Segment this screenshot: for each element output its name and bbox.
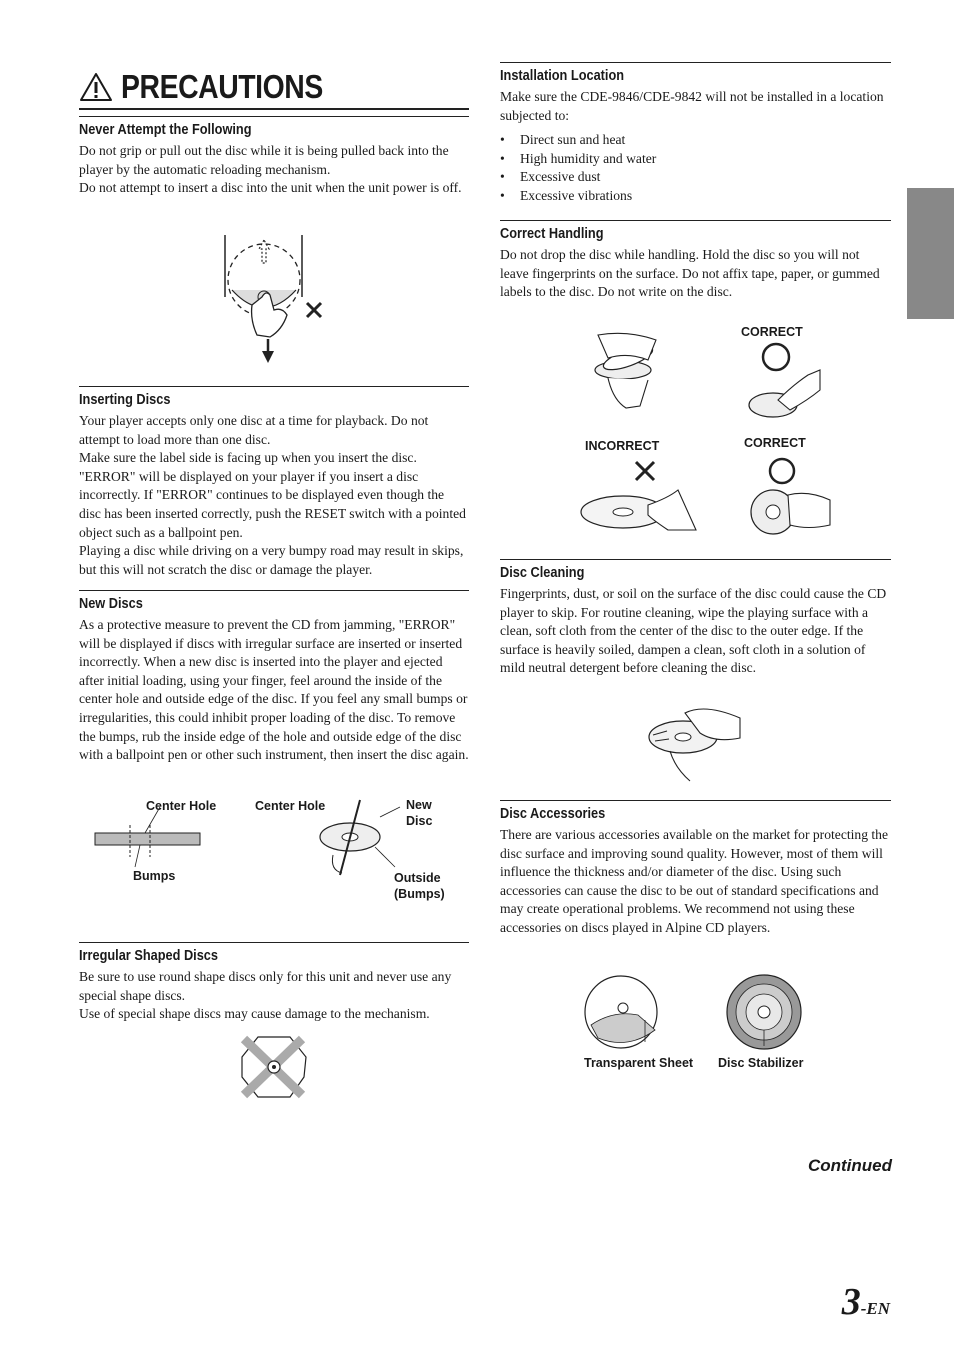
section-heading: Installation Location bbox=[500, 68, 625, 84]
list-item: • Excessive vibrations bbox=[500, 187, 891, 206]
page-number-value: 3 bbox=[841, 1281, 861, 1323]
label-correct-top: CORRECT bbox=[741, 325, 803, 339]
section-never-attempt bbox=[79, 122, 469, 198]
section-correct-handling bbox=[500, 221, 891, 302]
section-heading: Disc Accessories bbox=[500, 806, 606, 822]
accessories-illustration bbox=[583, 980, 813, 1050]
section-heading: Disc Cleaning bbox=[500, 565, 585, 581]
list-item: • Excessive dust bbox=[500, 168, 891, 187]
continued-label: Continued bbox=[807, 1156, 892, 1175]
page-suffix: -EN bbox=[860, 1299, 890, 1318]
section-heading: Irregular Shaped Discs bbox=[79, 948, 218, 964]
section-body: Your player accepts only one disc at a time for playback. Do not attempt to load more than one disc. Make sure the label side is facing up when you insert the disc. "ERROR" will be displayed on your player if you insert a disc incorrectly. If "ERROR" continues to be displayed even though the disc has been inserted correctly, push the RESET switch with a pointed object such as a ballpoint pen. Playing a disc while driving on a very bumpy road may result in skips, but this will not scratch the disc or damage the player. bbox=[79, 413, 466, 577]
cleaning-illustration bbox=[645, 703, 745, 783]
list-item: • High humidity and water bbox=[500, 150, 891, 169]
section-heading: Never Attempt the Following bbox=[79, 122, 252, 138]
label-center-hole-left: Center Hole bbox=[146, 799, 217, 813]
section-installation bbox=[500, 63, 891, 206]
page-header bbox=[79, 66, 469, 108]
label-correct-bottom: CORRECT bbox=[744, 436, 806, 450]
page-number bbox=[842, 1280, 890, 1324]
section-body: As a protective measure to prevent the CD from jamming, "ERROR" will be displayed if discs with irregular surface are inserted or inserted incorrectly. When a new disc is inserted into the player and ejected after initial loading, using your finger, feel around the inside of the center hole and outside edge of the disc. If you feel any small bumps or irregularities, this could inhibit proper loading of the disc. To remove the bumps, rub the inside edge of the hole and outside edge of the disc with a ballpoint pen or other such instrument, then insert the disc again. bbox=[79, 617, 469, 763]
list-item: • Direct sun and heat bbox=[500, 131, 891, 150]
irregular-disc-illustration bbox=[238, 1033, 310, 1101]
pull-disc-illustration bbox=[222, 235, 342, 365]
label-disc-stabilizer: Disc Stabilizer bbox=[718, 1056, 804, 1070]
label-outside-bumps: Outside (Bumps) bbox=[394, 871, 445, 901]
label-new-disc: New Disc bbox=[406, 798, 433, 828]
section-body: There are various accessories available on the market for protecting the disc surface and improving sound quality. However, most of them will influence the thickness and/or diameter of the disc. Using such accessories can cause the disc to be out of standard specifications and may create operational problems. We recommend not using these accessories on discs played in Alpine CD players. bbox=[500, 827, 888, 935]
section-irregular-discs bbox=[79, 943, 469, 1024]
section-heading: Correct Handling bbox=[500, 226, 604, 242]
section-body: Do not drop the disc while handling. Hold the disc so you will not leave fingerprints on the surface. Do not affix tape, paper, or gummed labels to the disc. Do not write on the disc. bbox=[500, 247, 880, 300]
label-center-hole-right: Center Hole bbox=[255, 799, 326, 813]
label-bumps: Bumps bbox=[133, 869, 176, 883]
section-inserting-discs bbox=[79, 387, 469, 579]
handling-illustration bbox=[578, 330, 838, 540]
page-title: PRECAUTIONS bbox=[121, 68, 323, 105]
section-body: Make sure the CDE-9846/CDE-9842 will not be installed in a location subjected to: bbox=[500, 89, 884, 123]
section-new-discs bbox=[79, 591, 469, 765]
section-body: Fingerprints, dust, or soil on the surface of the disc could cause the CD player to skip. For routine cleaning, wipe the playing surface with a clean, soft cloth from the center of the disc to the outer edge. If the surface is heavily soiled, dampen a clean, soft cloth in a solution of mild neutral detergent before cleaning the disc. bbox=[500, 586, 887, 676]
label-transparent-sheet: Transparent Sheet bbox=[584, 1056, 694, 1070]
section-heading: New Discs bbox=[79, 596, 143, 612]
installation-list bbox=[500, 131, 891, 205]
side-tab-marker bbox=[907, 188, 954, 319]
section-body: Be sure to use round shape discs only for this unit and never use any special shape discs. Use of special shape discs may cause damage to the mechanism. bbox=[79, 969, 452, 1022]
section-body: Do not grip or pull out the disc while it is being pulled back into the player by the automatic reloading mechanism. Do not attempt to insert a disc into the unit when the unit power is off. bbox=[79, 143, 462, 196]
label-incorrect: INCORRECT bbox=[585, 439, 660, 453]
section-heading: Inserting Discs bbox=[79, 392, 171, 408]
warning-triangle-icon bbox=[79, 72, 113, 102]
section-disc-cleaning bbox=[500, 560, 891, 678]
new-disc-illustration bbox=[90, 795, 450, 885]
section-disc-accessories bbox=[500, 801, 891, 938]
